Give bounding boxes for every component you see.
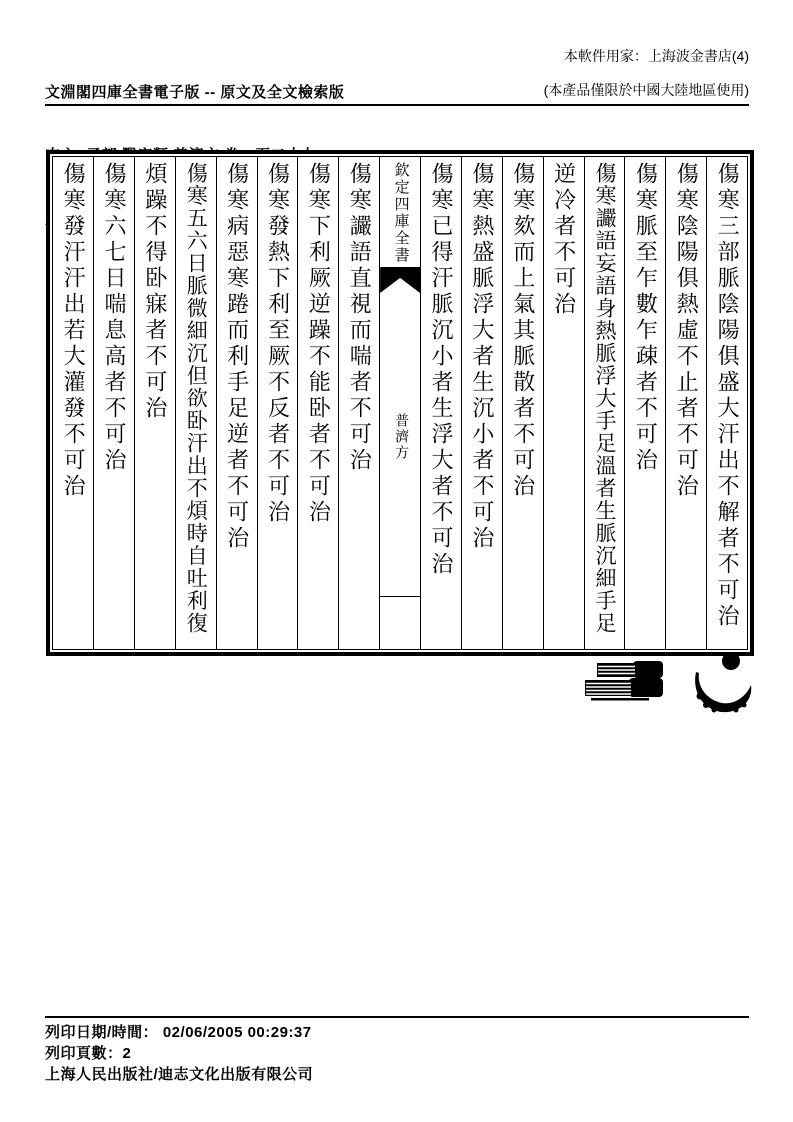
text-column <box>461 157 502 649</box>
text-column <box>175 157 216 649</box>
text-column <box>502 157 543 649</box>
text-column <box>257 157 298 649</box>
column-text: 傷寒六七日喘息高者不可治 <box>101 162 127 474</box>
print-datetime: 列印日期/時間： 02/06/2005 00:29:37 <box>45 1024 312 1041</box>
book-page-grid <box>52 156 748 650</box>
column-text: 傷寒陰陽俱熱虛不止者不可治 <box>674 162 700 500</box>
footer-block <box>45 1022 313 1085</box>
text-column <box>134 157 175 649</box>
text-column <box>338 157 379 649</box>
text-column <box>706 157 747 649</box>
column-text: 傷寒欬而上氣其脈散者不可治 <box>510 162 536 500</box>
edition-title: 文淵閣四庫全書電子版 -- 原文及全文檢索版 <box>45 84 345 101</box>
text-column <box>53 157 93 649</box>
text-column <box>93 157 134 649</box>
column-text: 傷寒病惡寒踡而利手足逆者不可治 <box>224 162 250 552</box>
column-text: 煩躁不得卧寐者不可治 <box>142 162 168 422</box>
print-page-count: 列印頁數：2 <box>45 1045 132 1062</box>
text-column <box>297 157 338 649</box>
text-column <box>420 157 461 649</box>
text-column <box>665 157 706 649</box>
column-text: 傷寒五六日脈微細沉但欲卧汗出不煩時自吐利復 <box>184 162 209 635</box>
column-text: 逆冷者不可治 <box>551 162 577 318</box>
license-restriction: (本產品僅限於中國大陸地區使用) <box>543 82 749 98</box>
column-text: 傷寒脈至乍數乍疎者不可治 <box>633 162 659 474</box>
book-title: 普濟方 <box>393 412 409 461</box>
licensee: 本軟件用家：上海波金書店(4) <box>563 48 749 64</box>
text-column <box>624 157 665 649</box>
center-column-divider <box>380 596 420 597</box>
column-text: 傷寒下利厥逆躁不能卧者不可治 <box>306 162 332 526</box>
brush-stroke-logo-icon <box>686 650 758 728</box>
fishtail-mark-icon <box>380 267 420 293</box>
column-text: 傷寒三部脈陰陽俱盛大汗出不解者不可治 <box>715 162 741 630</box>
text-column <box>584 157 625 649</box>
column-text: 傷寒熱盛脈浮大者生沉小者不可治 <box>469 162 495 552</box>
header-divider <box>45 104 749 106</box>
footer-divider <box>45 1016 749 1018</box>
column-text: 傷寒讝語妄語身熱脈浮大手足溫者生脈沉細手足 <box>592 162 617 635</box>
column-text: 傷寒發汗汗出若大灌發不可治 <box>61 162 87 500</box>
text-column <box>543 157 584 649</box>
stacked-books-logo-icon <box>583 660 671 708</box>
publisher: 上海人民出版社/迪志文化出版有限公司 <box>45 1066 314 1083</box>
column-text: 傷寒發熱下利至厥不反者不可治 <box>265 162 291 526</box>
column-text: 傷寒讝語直視而喘者不可治 <box>347 162 373 474</box>
text-column <box>216 157 257 649</box>
book-page-frame <box>46 150 754 656</box>
column-text: 傷寒已得汗脈沉小者生浮大者不可治 <box>428 162 454 578</box>
collection-title: 欽定四庫全書 <box>392 162 409 264</box>
center-title-column <box>379 157 420 649</box>
